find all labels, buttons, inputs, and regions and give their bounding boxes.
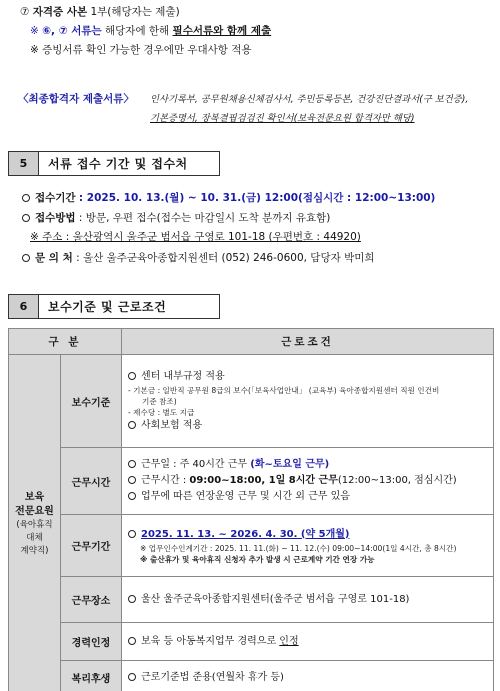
job-note-3: 계약직): [20, 546, 49, 556]
career-line-1-b: 인정: [279, 635, 299, 647]
welfare-line-1-text: 근로기준법 준용(연월차 휴가 등): [141, 671, 284, 683]
bullet-icon: [128, 595, 136, 603]
hours-line-2-b: 09:00~18:00, 1일 8시간 근무: [189, 475, 338, 486]
final-docs-line2-text: 기본증명서, 장복결핍검검진 확인서(보육전문요원 합격자만 해당): [150, 113, 415, 124]
item-7-number: ⑦: [20, 6, 30, 18]
row-label-hours: 근무시간: [61, 448, 122, 515]
pay-line-1: [128, 369, 487, 385]
period-line-2: ※ 업무인수인계기간 : 2025. 11. 11.(화) ~ 11. 12.(수) 09:00~14:00(1일 4시간, 총 8시간): [140, 543, 457, 553]
item-7-title: 자격증 사본: [32, 6, 88, 18]
table-row-hours: [9, 448, 494, 515]
contact-label: 문 의 처: [35, 252, 73, 264]
career-line-1-a: 보육 등 아동복지업무 경력으로: [141, 635, 280, 647]
note-required-docs: [30, 23, 271, 38]
receipt-period: [22, 190, 435, 205]
hours-line-1: [128, 457, 487, 473]
bullet-icon: [22, 194, 30, 202]
period-line-1-text: 2025. 11. 13. ~ 2026. 4. 30. (약 5개월): [141, 528, 350, 540]
table-row-place: [9, 577, 494, 623]
hours-line-2: [128, 473, 487, 489]
row-label-career: 경력인정: [61, 623, 122, 661]
row-label-welfare: 복리후생: [61, 661, 122, 691]
pay-line-4: - 제수당 : 별도 지급: [128, 407, 195, 417]
welfare-line-1: [128, 670, 487, 686]
bullet-icon: [128, 372, 136, 380]
receipt-period-value: 2025. 10. 13.(월) ~ 10. 31.(금) 12:00(점심시간 : 12:00~13:00): [86, 192, 436, 204]
place-line-1: [128, 592, 487, 608]
table-row-period: [9, 515, 494, 577]
section-6-title: 보수기준 및 근로조건: [48, 300, 167, 314]
job-note-2: 대체: [26, 533, 43, 543]
pay-cell: [122, 355, 494, 448]
bullet-icon: [128, 476, 136, 484]
receipt-period-label: 접수기간: [35, 192, 76, 204]
bullet-icon: [128, 673, 136, 681]
contact-value: : 울산 울주군육아종합지원센터 (052) 246-0600, 담당자 박미희: [76, 252, 375, 264]
table-row-career: [9, 623, 494, 661]
job-category-cell: [9, 355, 61, 691]
receipt-method-value: : 방문, 우편 접수(접수는 마감일시 도착 분까지 유효함): [78, 212, 331, 224]
row-label-pay: 보수기준: [61, 355, 122, 448]
bullet-icon: [22, 254, 30, 262]
section-6-number: 6: [9, 295, 39, 318]
career-cell: [122, 623, 494, 661]
section-6-header: [8, 294, 220, 319]
header-conditions: 근로조건: [122, 329, 494, 355]
hours-line-3: [128, 489, 487, 505]
pay-line-1-text: 센터 내부규정 적용: [141, 370, 225, 382]
place-line-1-text: 울산 울주군육아종합지원센터(울주군 범서읍 구영로 101-18): [141, 593, 410, 605]
note-mid: 해당자에 한해: [101, 25, 173, 37]
hours-line-1-b: (화~토요일 근무): [250, 459, 330, 470]
job-note-1: (육아휴직: [16, 520, 53, 530]
job-title-2: 전문요원: [15, 506, 54, 517]
bullet-icon: [22, 214, 30, 222]
final-docs-line2: [150, 110, 415, 124]
table-row-welfare: [9, 661, 494, 691]
conditions-table: [8, 328, 494, 691]
table-header-row: [9, 329, 494, 355]
receipt-method: [22, 210, 330, 225]
contact: [22, 250, 375, 265]
period-line-3: ※ 출산휴가 및 육아휴직 신청자 추가 발생 시 근로계약 기간 연장 가능: [140, 554, 375, 564]
welfare-cell: [122, 661, 494, 691]
colon: :: [78, 192, 87, 204]
bullet-icon: [128, 637, 136, 645]
receipt-address: [30, 229, 361, 244]
row-label-place: 근무장소: [61, 577, 122, 623]
pay-line-5-text: 사회보험 적용: [141, 419, 203, 431]
section-5-title: 서류 접수 기간 및 접수처: [48, 157, 188, 171]
bullet-icon: [128, 492, 136, 500]
pay-line-3: 기준 참조): [142, 396, 177, 406]
note-proof-text: ※ 증빙서류 확인 가능한 경우에만 우대사항 적용: [30, 44, 252, 56]
hours-line-2-c: (12:00~13:00, 점심시간): [337, 475, 457, 486]
bullet-icon: [128, 460, 136, 468]
bullet-icon: [128, 421, 136, 429]
note-highlight: ⑥, ⑦ 서류는: [42, 25, 102, 37]
receipt-method-label: 접수방법: [35, 212, 76, 224]
hours-line-1-a: 근무일 : 주 40시간 근무: [141, 459, 251, 470]
item-7: [20, 4, 180, 19]
final-docs-line1-text: 인사기록부, 공무원채용신체검사서, 주민등록등본, 건강진단결과서(구 보건증),: [150, 94, 469, 105]
note-proof-docs: [30, 42, 252, 57]
career-line-1: [128, 634, 487, 650]
final-docs-label-text: 〈최종합격자 제출서류〉: [18, 93, 134, 105]
hours-cell: [122, 448, 494, 515]
receipt-address-text: ※ 주소 : 울산광역시 울주군 범서읍 구영로 101-18 (우편번호 : 44920): [30, 231, 361, 243]
period-cell: [122, 515, 494, 577]
pay-line-5: [128, 418, 487, 434]
final-docs-line1: [150, 91, 468, 105]
row-label-period: 근무기간: [61, 515, 122, 577]
period-line-1: [128, 527, 487, 543]
pay-line-2: - 기본금 : 일반직 공무원 8급의 보수(「보육사업안내」 (교육부) 육아종합지원센터 직원 인건비: [128, 385, 440, 395]
note-mark: ※: [30, 25, 39, 37]
table-row-pay: [9, 355, 494, 448]
section-5-header: [8, 151, 220, 176]
item-7-rest: 1부(해당자는 제출): [87, 6, 180, 18]
header-category: 구 분: [9, 329, 122, 355]
final-docs-label: [18, 91, 134, 106]
job-title-1: 보육: [24, 492, 45, 503]
section-5-number: 5: [9, 152, 39, 175]
hours-line-2-a: 근무시간 :: [141, 475, 190, 486]
place-cell: [122, 577, 494, 623]
hours-line-3-text: 업무에 따른 연장운영 근무 및 시간 외 근무 있음: [141, 491, 350, 502]
note-bold: 필수서류와 함께 제출: [172, 25, 272, 37]
bullet-icon: [128, 530, 136, 538]
